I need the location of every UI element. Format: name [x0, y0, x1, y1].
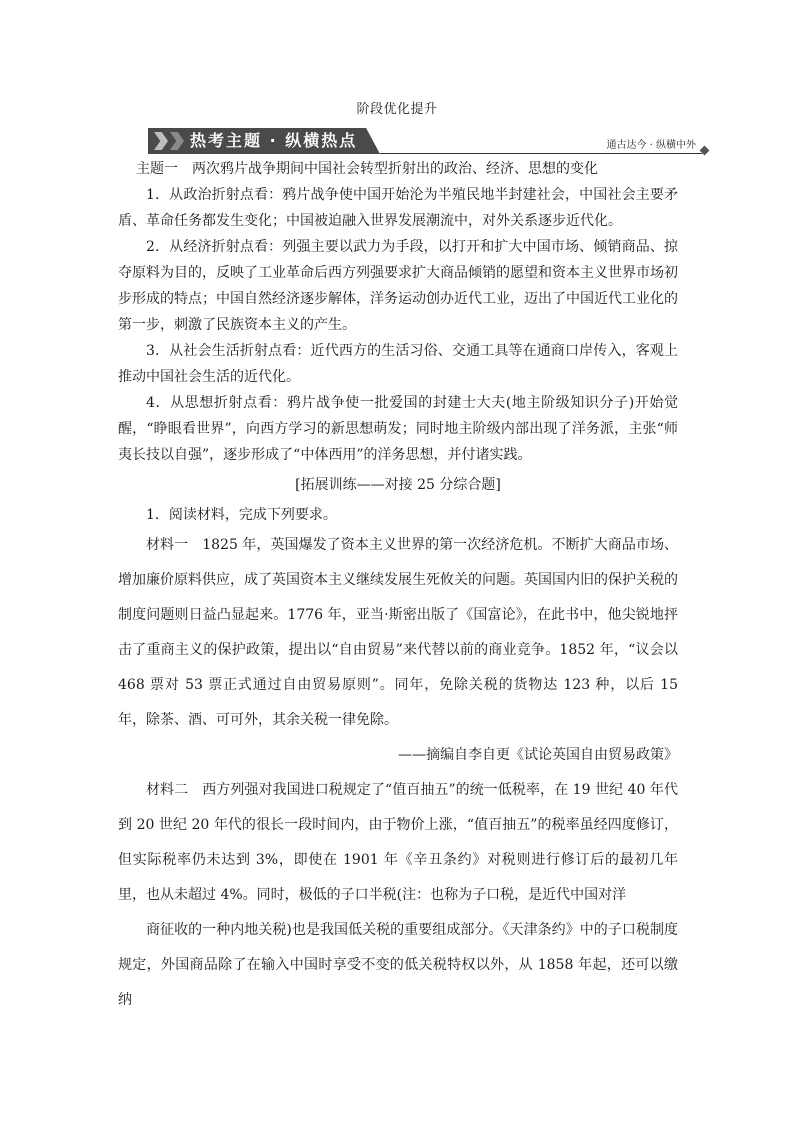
topic-point-1: 1．从政治折射点看：鸦片战争使中国开始沦为半殖民地半封建社会，中国社会主要矛盾、革命任务都发生变化；中国被迫融入世界发展潮流中，对外关系逐步近代化。 — [118, 187, 678, 229]
topic-banner — [148, 126, 708, 156]
banner-divider — [380, 153, 702, 154]
topic-point-2: 2．从经济折射点看：列强主要以武力为手段，以打开和扩大中国市场、倾销商品、掠夺原料为目的，反映了工业革命后西方列强要求扩大商品倾销的愿望和资本主义世界市场初步形成的特点；中国自然经济逐步解体，洋务运动创办近代工业，迈出了中国近代工业化的第一步，刺激了民族资本主义的产生。 — [118, 239, 678, 333]
material-two-part1: 材料二 西方列强对我国进口税规定了“值百抽五”的统一低税率，在 19 世纪 40 年代到 20 世纪 20 年代的很长一段时间内，由于物价上涨，“值百抽五”的税率虽经四度修订，但实际税率仍未达到 3%，即使在 1901 年《辛丑条约》对税则进行修订后的最初几年里，也从未超过 4%。同时，极低的子口半税(注：也称为子口税，是近代中国对洋 — [118, 782, 678, 903]
topic-point-4: 4．从思想折射点看：鸦片战争使一批爱国的封建士大夫(地主阶级知识分子)开始觉醒，“睁眼看世界”，向西方学习的新思想萌发；同时地主阶级内部出现了洋务派，主张“师夷长技以自强”，逐步形成了“中体西用”的洋务思想，并付诸实践。 — [118, 395, 678, 463]
exercise-question: 1．阅读材料，完成下列要求。 — [146, 507, 337, 523]
material-one: 材料一 1825 年，英国爆发了资本主义世界的第一次经济危机。不断扩大商品市场、增加廉价原料供应，成了英国资本主义继续发展生死攸关的问题。英国国内旧的保护关税的制度问题则日益凸显起来。1776 年，亚当·斯密出版了《国富论》，在此书中，他尖锐地抨击了重商主义的保护政策，提出以“自由贸易”来代替以前的商业竞争。1852 年，“议会以468 票对 53 票正式通过自由贸易原则”。同年，免除关税的货物达 123 种，以后 15 年，除茶、酒、可可外，其余关税一律免除。 — [118, 537, 678, 728]
banner-label: 热考主题 · 纵横热点 — [190, 131, 358, 150]
banner-tagline: 通古达今 · 纵横中外 — [606, 140, 696, 151]
exercise-heading: [拓展训练——对接 25 分综合题] — [295, 477, 501, 493]
document-body — [118, 156, 678, 1018]
section-title: 阶段优化提升 — [356, 102, 438, 117]
material-one-source: ——摘编自李自更《试论英国自由贸易政策》 — [398, 747, 678, 763]
material-two-part2: 商征收的一种内地关税)也是我国低关税的重要组成部分。《天津条约》中的子口税制度规定，外国商品除了在输入中国时享受不变的低关税特权以外，从 1858 年起，还可以缴纳 — [118, 922, 678, 1008]
topic-point-3: 3．从社会生活折射点看：近代西方的生活习俗、交通工具等在通商口岸传入，客观上推动中国社会生活的近代化。 — [118, 343, 678, 385]
topic-title: 主题一 两次鸦片战争期间中国社会转型折射出的政治、经济、思想的变化 — [136, 161, 598, 177]
